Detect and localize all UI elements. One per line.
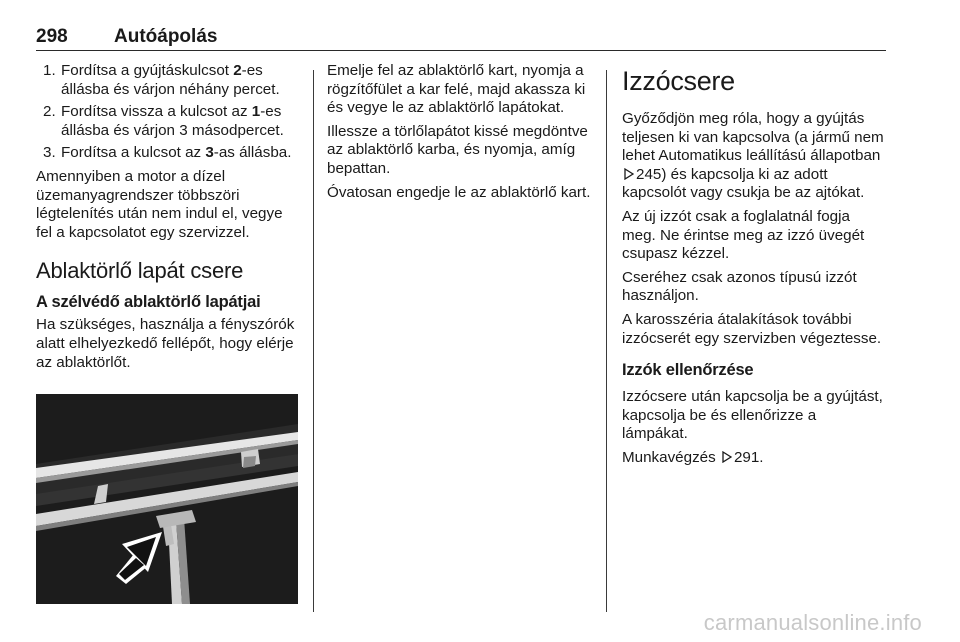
column-divider [313,70,314,612]
page-reference[interactable]: 291 [733,448,760,466]
column-left [36,62,300,377]
instruction-paragraph: Emelje fel az ablaktörlő kart, nyomja a rögzítőfület a kar felé, majd akassza ki és vegye le az ablaktörlő lapátokat. [327,62,586,117]
watermark: carmanualsonline.info [703,610,922,635]
subsection-heading: A szélvédő ablaktörlő lapátjai [36,293,261,312]
step-text: Fordítsa a gyújtáskulcsot 2-es állásba és várjon néhány percet. [61,62,280,98]
wiper-illustration-graphic [36,394,298,604]
column-right [622,62,884,473]
step-number: 2. [43,103,56,121]
step-number: 3. [43,144,56,162]
instruction-paragraph: Cseréhez csak azonos típusú izzót használjon. [622,268,857,305]
subsection-heading: Izzók ellenőrzése [622,361,754,380]
diesel-note-paragraph: Amennyiben a motor a dízel üzemanyagrendszer többszöri légtelenítés után nem indul el, vegye fel a kapcsolatot egy szervizzel. [36,167,283,241]
section-title: Autóápolás [114,26,218,47]
section-heading: Izzócsere [622,66,735,96]
step-text: Fordítsa a kulcsot az 3-as állásba. [61,144,292,162]
steps-list [36,62,300,163]
instruction-paragraph: Az új izzót csak a foglalatnál fogja meg. Ne érintse meg az izzó üvegét csupasz kézzel. [622,207,865,263]
list-item [36,144,300,163]
instruction-paragraph: Óvatosan engedje le az ablaktörlő kart. [327,183,591,201]
instruction-paragraph: Győződjön meg róla, hogy a gyújtás teljesen ki van kapcsolva (a jármű nem lehet Automatikus leállítású állapotban 245) és kapcsolja ki az adott kapcsolót vagy csukja be az ajtókat. [622,110,884,202]
page-reference-icon [722,451,732,463]
column-middle [327,62,593,207]
step-access-paragraph: Ha szükséges, használja a fényszórók alatt elhelyezkedő fellépőt, hogy elérje az ablaktörlőt. [36,316,295,371]
column-divider [606,70,607,612]
page-reference[interactable]: 245 [636,165,662,183]
page-number: 298 [36,26,68,47]
list-item [36,103,300,140]
page-header [36,20,886,51]
instruction-paragraph: Illessze a törlőlapátot kissé megdöntve az ablaktörlő karba, és nyomja, amíg bepattan. [327,122,588,177]
step-text: Fordítsa vissza a kulcsot az 1-es állásba és várjon 3 másodpercet. [61,103,284,139]
section-heading: Ablaktörlő lapát csere [36,258,244,284]
wiper-blade-illustration [36,394,298,604]
list-item [36,62,300,99]
instruction-paragraph: A karosszéria átalakítások további izzócserét egy szervizben végeztesse. [622,310,882,347]
instruction-paragraph: Munkavégzés 291. [622,448,764,466]
instruction-paragraph: Izzócsere után kapcsolja be a gyújtást, kapcsolja be és ellenőrizze a lámpákat. [622,388,883,443]
step-number: 1. [43,62,56,79]
page-reference-icon [624,168,634,180]
